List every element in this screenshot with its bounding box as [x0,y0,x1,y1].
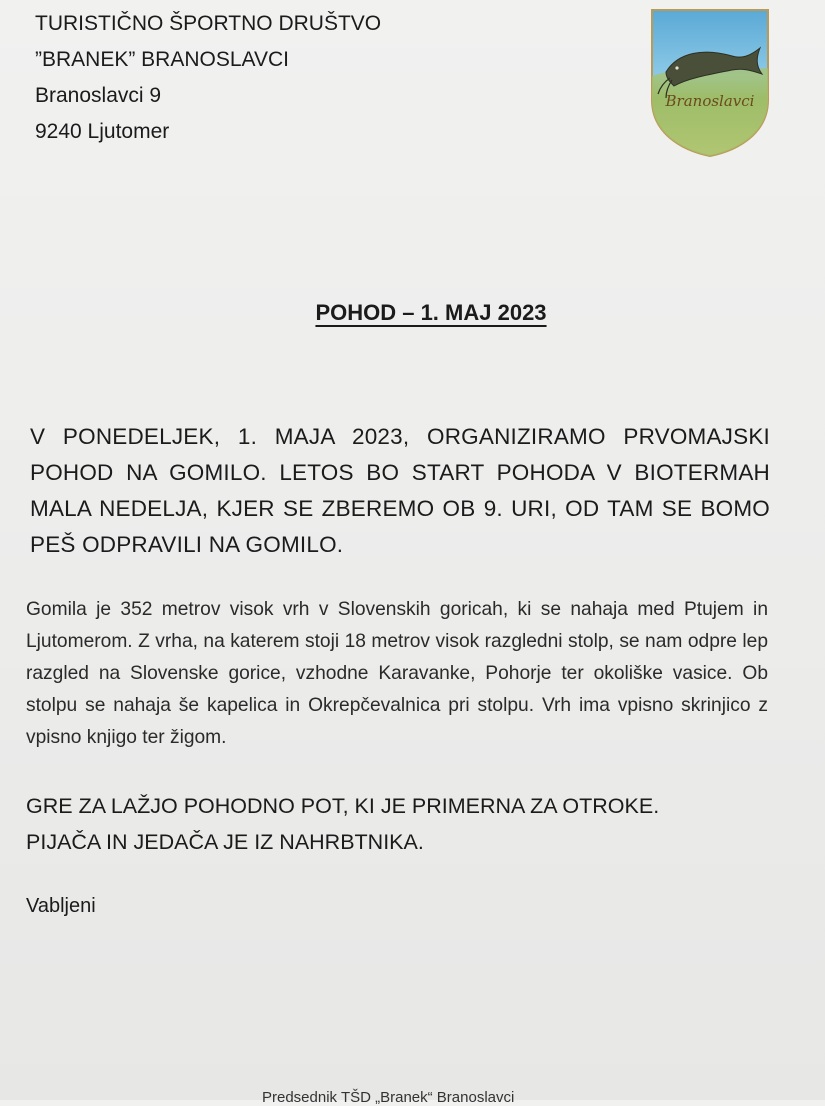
branoslavci-crest-logo [650,8,770,158]
notes-block [26,788,659,860]
note-food: PIJAČA IN JEDAČA JE IZ NAHRBTNIKA. [26,830,424,854]
crest-label: Branoslavci [665,92,755,110]
intro-paragraph: V PONEDELJEK, 1. MAJA 2023, ORGANIZIRAMO PRVOMAJSKI POHOD NA GOMILO. LETOS BO START POHODA V BIOTERMAH MALA NEDELJA, KJER SE ZBEREMO OB 9. URI, OD TAM SE BOMO PEŠ ODPRAVILI NA GOMILO. [30,424,770,557]
description-paragraph: Gomila je 352 metrov visok vrh v Slovenskih goricah, ki se nahaja med Ptujem in Ljutomerom. Z vrha, na katerem stoji 18 metrov visok razgledni stolp, se nam odpre lep razgled na Slovenske gorice, vzhodne Karavanke, Pohorje ter okoliške vasice. Ob stolpu se nahaja še kapelica in Okrepčevalnica pri stolpu. Vrh ima vpisno skrinjico z vpisno knjigo ter žigom. [26,599,768,748]
signature-line: Predsednik TŠD „Branek“ Branoslavci [262,1089,515,1106]
page-title: POHOD – 1. MAJ 2023 [315,300,547,325]
organization-subname: ”BRANEK” BRANOSLAVCI [35,48,289,71]
closing-greeting: Vabljeni [26,895,96,917]
sender-address [35,6,381,150]
postal-city: 9240 Ljutomer [35,120,170,143]
street-address: Branoslavci 9 [35,84,162,107]
organization-name: TURISTIČNO ŠPORTNO DRUŠTVO [35,12,382,35]
note-difficulty: GRE ZA LAŽJO POHODNO POT, KI JE PRIMERNA ZA OTROKE. [26,794,660,818]
